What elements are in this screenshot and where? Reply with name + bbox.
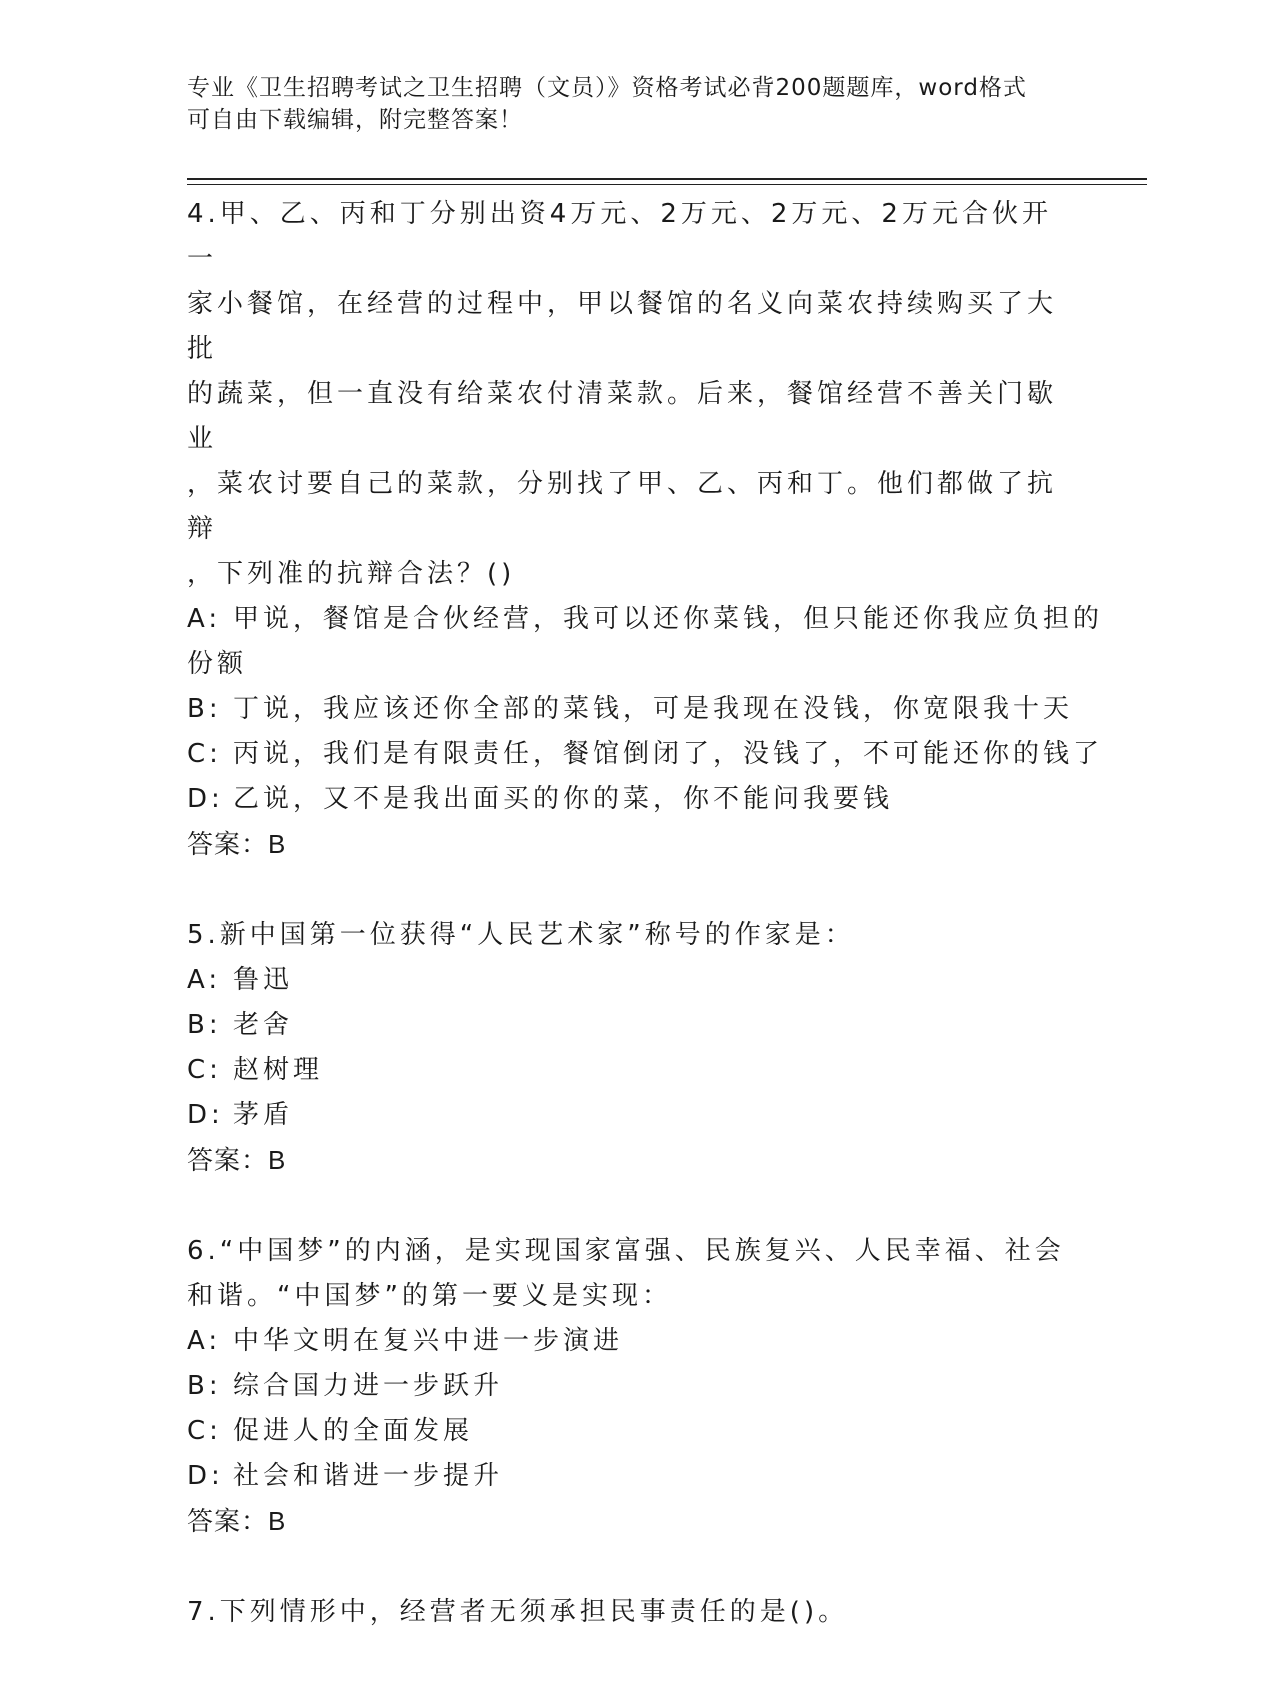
option-letter: D: [187, 784, 224, 814]
document-header [187, 72, 1067, 136]
answer-option [187, 1048, 1077, 1093]
answer-option [187, 687, 1077, 732]
answer-option [187, 597, 1104, 642]
option-text: 赵树理 [233, 1055, 324, 1085]
question-item [187, 913, 1077, 1183]
question-stem-line: 5.新中国第一位获得“人民艺术家”称号的作家是： [187, 920, 855, 950]
header-line-1: 专业《卫生招聘考试之卫生招聘（文员）》资格考试必背200题题库，word格式 [187, 75, 1027, 101]
question-stem-line: 和谐。“中国梦”的第一要义是实现： [187, 1281, 672, 1311]
answer-option [187, 958, 1077, 1003]
option-text: 社会和谐进一步提升 [233, 1461, 504, 1491]
option-text: 丁说，我应该还你全部的菜钱，可是我现在没钱，你宽限我十天 [233, 694, 1074, 724]
answer-option [187, 1409, 1077, 1454]
header-line-2: 可自由下载编辑，附完整答案！ [187, 107, 523, 133]
option-text: 份额 [187, 649, 248, 679]
option-text: 鲁迅 [233, 965, 294, 995]
header-divider-thin [187, 184, 1147, 185]
option-letter: D: [187, 1100, 224, 1130]
question-stem-line: 6.“中国梦”的内涵，是实现国家富强、民族复兴、人民幸福、社会 [187, 1236, 1065, 1266]
answer-option [187, 1093, 1077, 1138]
answer-key: 答案：B [187, 829, 287, 859]
question-item [187, 1229, 1077, 1544]
question-stem-line: 7.下列情形中，经营者无须承担民事责任的是()。 [187, 1597, 849, 1627]
option-letter: C: [187, 739, 222, 769]
question-item [187, 192, 1104, 867]
option-text: 中华文明在复兴中进一步演进 [233, 1326, 624, 1356]
option-text: 老舍 [233, 1010, 294, 1040]
option-text: 促进人的全面发展 [233, 1416, 474, 1446]
option-letter: C: [187, 1416, 222, 1446]
option-letter: D: [187, 1461, 224, 1491]
option-letter: B: [187, 1371, 222, 1401]
question-stem-line: ，菜农讨要自己的菜款，分别找了甲、乙、丙和丁。他们都做了抗辩 [187, 469, 1058, 544]
option-text: 乙说，又不是我出面买的你的菜，你不能问我要钱 [233, 784, 894, 814]
option-letter: A: [187, 1326, 222, 1356]
question-item [187, 1590, 1077, 1635]
option-text: 丙说，我们是有限责任，餐馆倒闭了，没钱了，不可能还你的钱了 [233, 739, 1104, 769]
option-letter: A: [187, 965, 222, 995]
option-letter: A: [187, 604, 222, 634]
question-stem-line: ，下列准的抗辩合法？() [187, 559, 516, 589]
answer-key: 答案：B [187, 1506, 287, 1536]
answer-option [187, 777, 1077, 822]
option-letter: C: [187, 1055, 222, 1085]
question-list [187, 192, 1104, 1681]
option-letter: B: [187, 694, 222, 724]
option-letter: B: [187, 1010, 222, 1040]
option-text: 综合国力进一步跃升 [233, 1371, 504, 1401]
answer-option [187, 1003, 1077, 1048]
option-text: 茅盾 [233, 1100, 294, 1130]
question-stem-line: 的蔬菜，但一直没有给菜农付清菜款。后来，餐馆经营不善关门歇业 [187, 379, 1058, 454]
answer-key: 答案：B [187, 1145, 287, 1175]
answer-option [187, 1454, 1077, 1499]
answer-option [187, 1364, 1077, 1409]
option-text: 甲说，餐馆是合伙经营，我可以还你菜钱，但只能还你我应负担的 [233, 604, 1104, 634]
answer-option [187, 642, 1077, 687]
header-divider-thick [187, 178, 1147, 180]
question-stem-line: 4.甲、乙、丙和丁分别出资4万元、2万元、2万元、2万元合伙开一 [187, 199, 1052, 274]
answer-option [187, 732, 1104, 777]
question-stem-line: 家小餐馆，在经营的过程中，甲以餐馆的名义向菜农持续购买了大批 [187, 289, 1058, 364]
answer-option [187, 1319, 1077, 1364]
